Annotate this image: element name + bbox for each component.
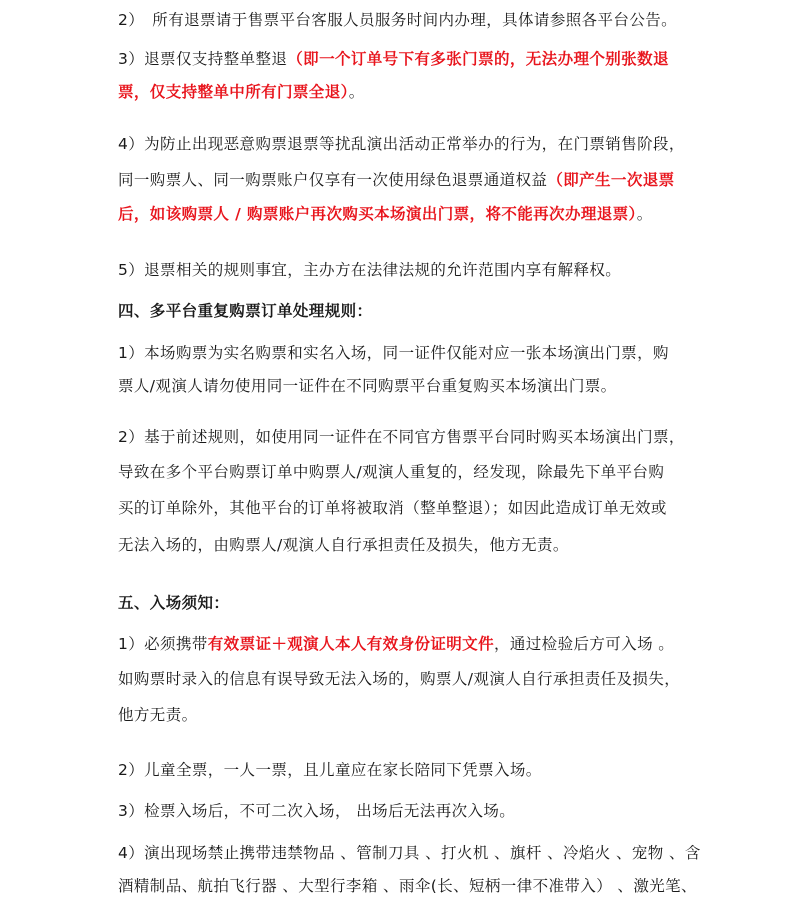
line-text: 2）基于前述规则，如使用同一证件在不同官方售票平台同时购买本场演出门票，: [118, 428, 685, 446]
text-line: [118, 9, 677, 31]
text-line: [118, 133, 685, 155]
highlight-text: 有效票证＋观演人本人有效身份证明文件: [207, 635, 494, 653]
text-line: [118, 259, 621, 281]
line-text: ，通过检验后方可入场 。: [493, 635, 675, 653]
line-text: 2）儿童全票，一人一票，且儿童应在家长陪同下凭票入场。: [118, 761, 542, 779]
heading-text: 五、入场须知：: [118, 594, 230, 612]
line-text: 导致在多个平台购票订单中购票人/观演人重复的，经发现，除最先下单平台购: [118, 463, 665, 481]
text-line: [118, 875, 697, 897]
text-line: [118, 342, 669, 364]
text-line: [118, 497, 667, 519]
section-heading: [118, 300, 372, 322]
text-line: [118, 759, 542, 781]
highlight-text: （即一个订单号下有多张门票的，无法办理个别张数退: [287, 50, 669, 68]
highlight-text: （即产生一次退票: [547, 171, 675, 189]
line-text: 他方无责。: [118, 706, 198, 724]
text-line: [118, 48, 669, 70]
line-text: 买的订单除外，其他平台的订单将被取消（整单整退）；如因此造成订单无效或: [118, 499, 667, 517]
text-line: [118, 203, 653, 225]
line-text: 3）退票仅支持整单整退: [118, 50, 288, 68]
text-line: [118, 842, 701, 864]
line-text: 4）演出现场禁止携带违禁物品 、管制刀具 、打火机 、旗杆 、冷焰火 、宠物 、含: [118, 844, 701, 862]
text-line: [118, 169, 675, 191]
highlight-text: 后，如该购票人 / 购票账户再次购买本场演出门票，将不能再次办理退票）: [118, 205, 637, 223]
text-line: [118, 668, 680, 690]
line-text: 1）本场购票为实名购票和实名入场，同一证件仅能对应一张本场演出门票，购: [118, 344, 669, 362]
section-heading: [118, 592, 229, 614]
text-line: [118, 461, 664, 483]
line-text: 酒精制品、航拍飞行器 、大型行李箱 、雨伞(长、短柄一律不准带入） 、激光笔、: [118, 877, 697, 895]
highlight-text: 票，仅支持整单中所有门票全退）: [118, 83, 349, 101]
line-text: 同一购票人、同一购票账户仅享有一次使用绿色退票通道权益: [118, 171, 548, 189]
line-text: 4）为防止出现恶意购票退票等扰乱演出活动正常举办的行为，在门票销售阶段，: [118, 135, 685, 153]
text-line: [118, 375, 617, 397]
text-line: [118, 704, 198, 726]
text-line: [118, 633, 674, 655]
text-line: [118, 81, 365, 103]
heading-text: 四、多平台重复购票订单处理规则：: [118, 302, 373, 320]
text-line: [118, 426, 685, 448]
line-text: 5）退票相关的规则事宜，主办方在法律法规的允许范围内享有解释权。: [118, 261, 622, 279]
text-line: [118, 800, 515, 822]
line-text: 3）检票入场后，不可二次入场， 出场后无法再次入场。: [118, 802, 516, 820]
line-text: 票人/观演人请勿使用同一证件在不同购票平台重复购买本场演出门票。: [118, 377, 617, 395]
text-line: [118, 534, 569, 556]
line-text: 1）必须携带: [118, 635, 208, 653]
line-text: 如购票时录入的信息有误导致无法入场的，购票人/观演人自行承担责任及损失，: [118, 670, 681, 688]
line-text: 无法入场的，由购票人/观演人自行承担责任及损失，他方无责。: [118, 536, 569, 554]
line-text: 。: [636, 205, 653, 223]
line-text: 2） 所有退票请于售票平台客服人员服务时间内办理，具体请参照各平台公告。: [118, 11, 678, 29]
line-text: 。: [348, 83, 365, 101]
